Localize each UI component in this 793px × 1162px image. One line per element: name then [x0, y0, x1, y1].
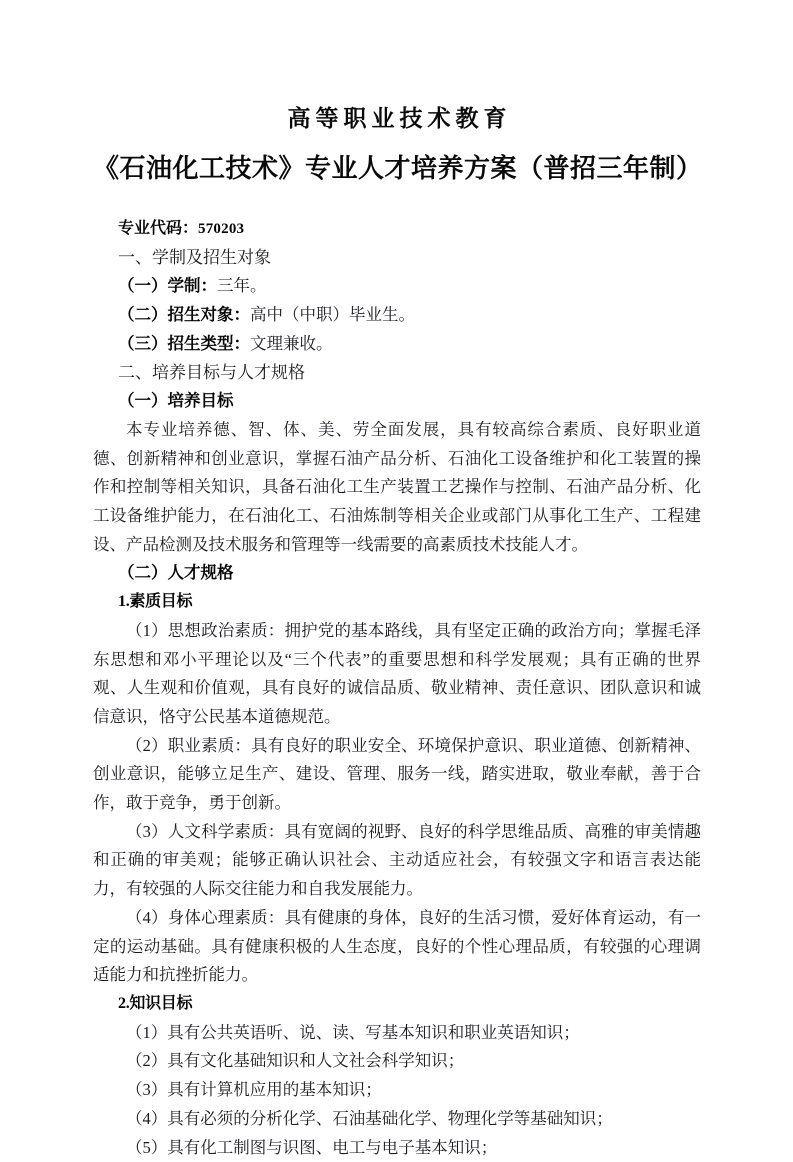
training-objective-paragraph: 本专业培养德、智、体、美、劳全面发展，具有较高综合素质、良好职业道德、创新精神和创业意识，掌握石油产品分析、石油化工设备维护和化工装置的操作和控制等相关知识，具备石油化工生产装置工艺操作与控制、石油产品分析、化工设备维护能力，在石油化工、石油炼制等相关企业或部门从事化工生产、工程建设、产品检测及技术服务和管理等一线需要的高素质技术技能人才。: [93, 416, 701, 560]
quality-goals-heading: 1.素质目标: [93, 588, 701, 617]
major-code-label: 专业代码：: [118, 220, 198, 237]
section1-item-3-value: 文理兼收。: [250, 334, 333, 353]
knowledge-goals-heading: 2.知识目标: [93, 990, 701, 1019]
section2-sub-heading-2: （二）人才规格: [93, 559, 701, 588]
document-body: [93, 215, 701, 1162]
title-block: [93, 0, 701, 187]
section1-item-1-value: 三年。: [217, 276, 267, 295]
section1-item-2: [93, 301, 701, 330]
quality-goal-item: （1）思想政治素质：拥护党的基本路线，具有坚定正确的政治方向；掌握毛泽东思想和邓小平理论以及“三个代表”的重要思想和科学发展观；具有正确的世界观、人生观和价值观，具有良好的诚信品质、敬业精神、责任意识、团队意识和诚信意识，恪守公民基本道德规范。: [93, 617, 701, 732]
section1-item-2-value: 高中（中职）毕业生。: [250, 305, 415, 324]
knowledge-goal-item: （4）具有必须的分析化学、石油基础化学、物理化学等基础知识；: [93, 1105, 701, 1134]
document-title-sub: 《石油化工技术》专业人才培养方案（普招三年制）: [93, 151, 701, 187]
knowledge-goal-item: （3）具有计算机应用的基本知识；: [93, 1076, 701, 1105]
section1-item-3: [93, 330, 701, 359]
major-code-value: 570203: [198, 221, 244, 237]
knowledge-goal-item: （2）具有文化基础知识和人文社会科学知识；: [93, 1047, 701, 1076]
section1-item-1-label: （一）学制：: [118, 276, 217, 295]
quality-goal-item: （2）职业素质：具有良好的职业安全、环境保护意识、职业道德、创新精神、创业意识，能够立足生产、建设、管理、服务一线，踏实进取，敬业奉献，善于合作，敢于竞争，勇于创新。: [93, 732, 701, 818]
section1-item-3-label: （三）招生类型：: [118, 334, 250, 353]
section-heading-2: 二、培养目标与人才规格: [93, 359, 701, 388]
document-title-main: 高等职业技术教育: [93, 104, 701, 134]
quality-goal-item: （4）身体心理素质：具有健康的身体，良好的生活习惯，爱好体育运动，有一定的运动基础。具有健康积极的人生态度，良好的个性心理品质，有较强的心理调适能力和抗挫折能力。: [93, 904, 701, 990]
major-code-line: [93, 215, 701, 244]
section-heading-1: 一、学制及招生对象: [93, 244, 701, 273]
section1-item-2-label: （二）招生对象：: [118, 305, 250, 324]
quality-goal-item: （3）人文科学素质：具有宽阔的视野、良好的科学思维品质、高雅的审美情趣和正确的审美观；能够正确认识社会、主动适应社会，有较强文字和语言表达能力，有较强的人际交往能力和自我发展能力。: [93, 818, 701, 904]
knowledge-goal-item: （1）具有公共英语听、说、读、写基本知识和职业英语知识；: [93, 1019, 701, 1048]
document-content: [93, 0, 701, 1162]
knowledge-goal-item: （5）具有化工制图与识图、电工与电子基本知识；: [93, 1134, 701, 1162]
section1-item-1: [93, 272, 701, 301]
section2-sub-heading-1: （一）培养目标: [93, 387, 701, 416]
